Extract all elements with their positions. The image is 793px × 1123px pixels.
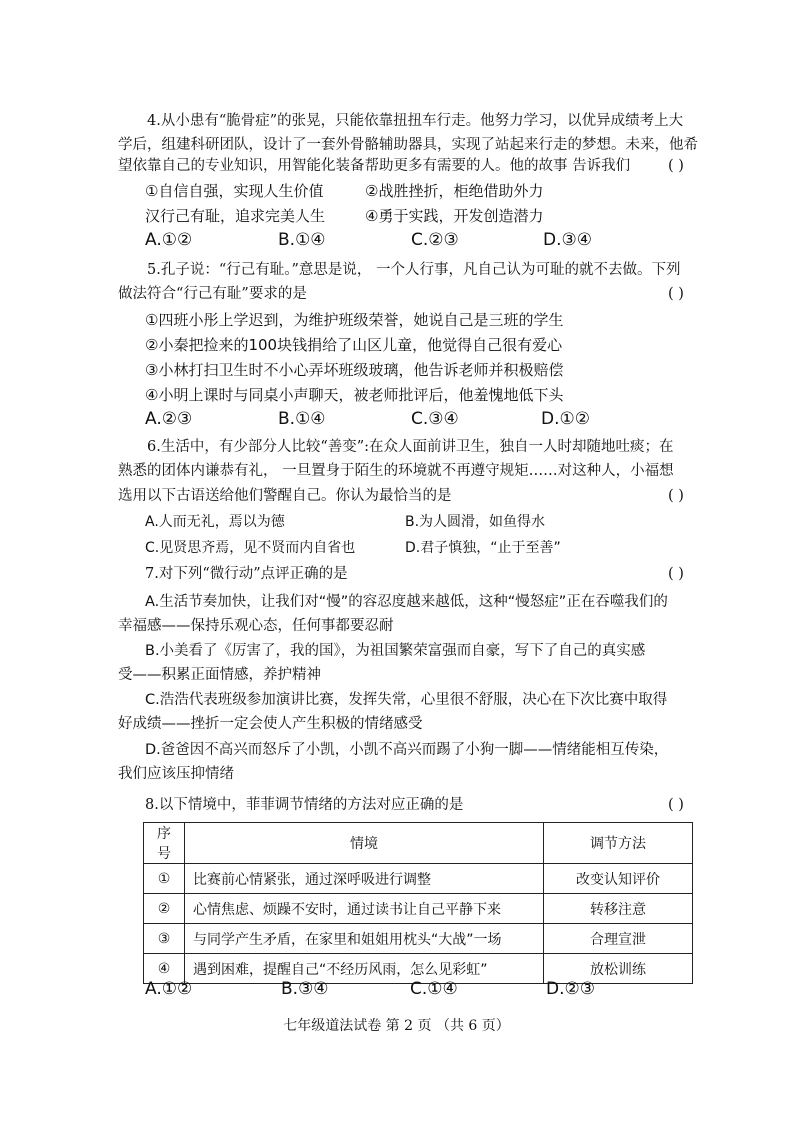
- page-footer: 七年级道法试卷 第 2 页 （共 6 页）: [283, 1018, 510, 1034]
- table-row: [144, 924, 693, 954]
- q8-option-b: B.③④: [281, 979, 329, 999]
- q4-option-a: A.①②: [145, 230, 193, 250]
- q6-line-3: 选用以下古语送给他们警醒自己。你认为最恰当的是: [118, 488, 452, 504]
- q8-option-a: A.①②: [145, 979, 193, 999]
- q7-choice-b-line-2: 受——积累正面情感，养护精神: [118, 667, 321, 683]
- q6-line-2: 熟悉的团体内谦恭有礼， 一旦置身于陌生的环境就不再遵守规矩……对这种人，小福想: [118, 463, 674, 479]
- table-cell-method: 放松训练: [544, 954, 693, 984]
- q5-statement-1: ①四班小彤上学迟到，为维护班级荣誉，她说自己是三班的学生: [145, 311, 564, 329]
- q4-line-1: 4.从小患有“脆骨症”的张晃，只能依靠扭扭车行走。他努力学习，以优异成绩考上大: [147, 113, 684, 129]
- q7-choice-d-line-2: 我们应该压抑情绪: [118, 766, 234, 782]
- q5-option-d: D.①②: [541, 409, 590, 429]
- q4-line-3: 望依靠自己的专业知识，用智能化装备帮助更多有需要的人。他的故事 告诉我们: [118, 158, 631, 174]
- table-row: [144, 864, 693, 894]
- table-header-number: 序号: [144, 823, 185, 864]
- q4-statement-3: 汉行己有耻，追求完美人生: [145, 207, 326, 225]
- table-cell-method: 改变认知评价: [544, 864, 693, 894]
- q5-line-1: 5.孔子说：“行己有耻。”意思是说， 一个人行事，凡自己认为可耻的就不去做。下列: [147, 262, 681, 278]
- table-cell-situation: 比赛前心情紧张，通过深呼吸进行调整: [185, 864, 544, 894]
- table-cell-number: ①: [144, 864, 185, 894]
- q4-option-d: D.③④: [543, 230, 592, 250]
- q4-line-2: 学后，组建科研团队，设计了一套外骨骼辅助器具，实现了站起来行走的梦想。未来，他希: [118, 137, 698, 153]
- q8-title: 8.以下情境中，菲菲调节情绪的方法对应正确的是: [145, 797, 464, 813]
- q6-choice-d: D.君子慎独，“止于至善”: [405, 540, 561, 556]
- q6-choice-a: A.人而无礼，焉以为德: [145, 514, 285, 530]
- q7-answer-paren: ( ): [668, 566, 684, 582]
- table-cell-situation: 心情焦虑、烦躁不安时，通过读书让自己平静下来: [185, 894, 544, 924]
- q4-statement-2: ②战胜挫折，柜绝借助外力: [365, 182, 544, 200]
- q4-answer-paren: ( ): [668, 158, 684, 174]
- q4-statement-4: ④勇于实践，开发创造潜力: [365, 207, 544, 225]
- table-cell-number: ②: [144, 894, 185, 924]
- table-cell-method: 合理宣泄: [544, 924, 693, 954]
- q4-option-c: C.②③: [411, 230, 459, 250]
- q5-option-b: B.①④: [278, 409, 326, 429]
- q7-choice-c-line-1: C.浩浩代表班级参加演讲比赛，发挥失常，心里很不舒服，决心在下次比赛中取得: [145, 692, 668, 708]
- q5-option-a: A.②③: [145, 409, 193, 429]
- q5-answer-paren: ( ): [668, 286, 684, 302]
- q7-choice-c-line-2: 好成绩——挫折一定会使人产生积极的情绪感受: [118, 716, 423, 732]
- q4-option-b: B.①④: [278, 230, 326, 250]
- q8-option-c: C.①④: [410, 979, 458, 999]
- table-cell-method: 转移注意: [544, 894, 693, 924]
- q7-choice-b-line-1: B.小美看了《厉害了，我的国》，为祖国繁荣富强而自豪，写下了自己的真实感: [145, 643, 646, 659]
- table-cell-number: ④: [144, 954, 185, 984]
- table-cell-situation: 遇到困难，提醒自己“不经历风雨，怎么见彩虹”: [185, 954, 544, 984]
- q6-answer-paren: ( ): [668, 488, 684, 504]
- q5-statement-4: ④小明上课时与同桌小声聊天，被老师批评后，他羞愧地低下头: [145, 386, 564, 404]
- q5-statement-3: ③小林打扫卫生时不小心弄坏班级玻璃，他告诉老师并积极赔偿: [145, 361, 564, 379]
- table-header-row: [144, 823, 693, 864]
- q5-option-c: C.③④: [411, 409, 459, 429]
- q6-choice-b: B.为人圆滑，如鱼得水: [405, 514, 546, 530]
- table-cell-situation: 与同学产生矛盾，在家里和姐姐用枕头“大战”一场: [185, 924, 544, 954]
- q6-choice-c: C.见贤思齐焉，见不贤而内自省也: [145, 540, 356, 556]
- q7-choice-d-line-1: D.爸爸因不高兴而怒斥了小凯，小凯不高兴而踢了小狗一脚——情绪能相互传染，: [145, 742, 669, 758]
- q5-line-2: 做法符合“行己有耻”要求的是: [118, 286, 307, 302]
- q6-line-1: 6.生活中，有少部分人比较“善变”:在众人面前讲卫生，独自一人时却随地吐痰；在: [147, 439, 674, 455]
- q8-table: [143, 822, 693, 984]
- table-cell-number: ③: [144, 924, 185, 954]
- table-header-method: 调节方法: [544, 823, 693, 864]
- table-header-situation: 情境: [185, 823, 544, 864]
- q7-title: 7.对下列“微行动”点评正确的是: [145, 566, 348, 582]
- q8-option-d: D.②③: [546, 979, 595, 999]
- q4-statement-1: ①自信自强，实现人生价值: [145, 182, 324, 200]
- table-row: [144, 894, 693, 924]
- q8-answer-paren: ( ): [668, 797, 684, 813]
- q7-choice-a-line-1: A.生活节奏加快，让我们对“慢”的容忍度越来越低，这种“慢怒症”正在吞噬我们的: [145, 594, 668, 610]
- q7-choice-a-line-2: 幸福感——保持乐观心态，任何事都要忍耐: [118, 618, 394, 634]
- q5-statement-2: ②小秦把捡来的100块钱捐给了山区儿童，他觉得自己很有爱心: [145, 336, 563, 354]
